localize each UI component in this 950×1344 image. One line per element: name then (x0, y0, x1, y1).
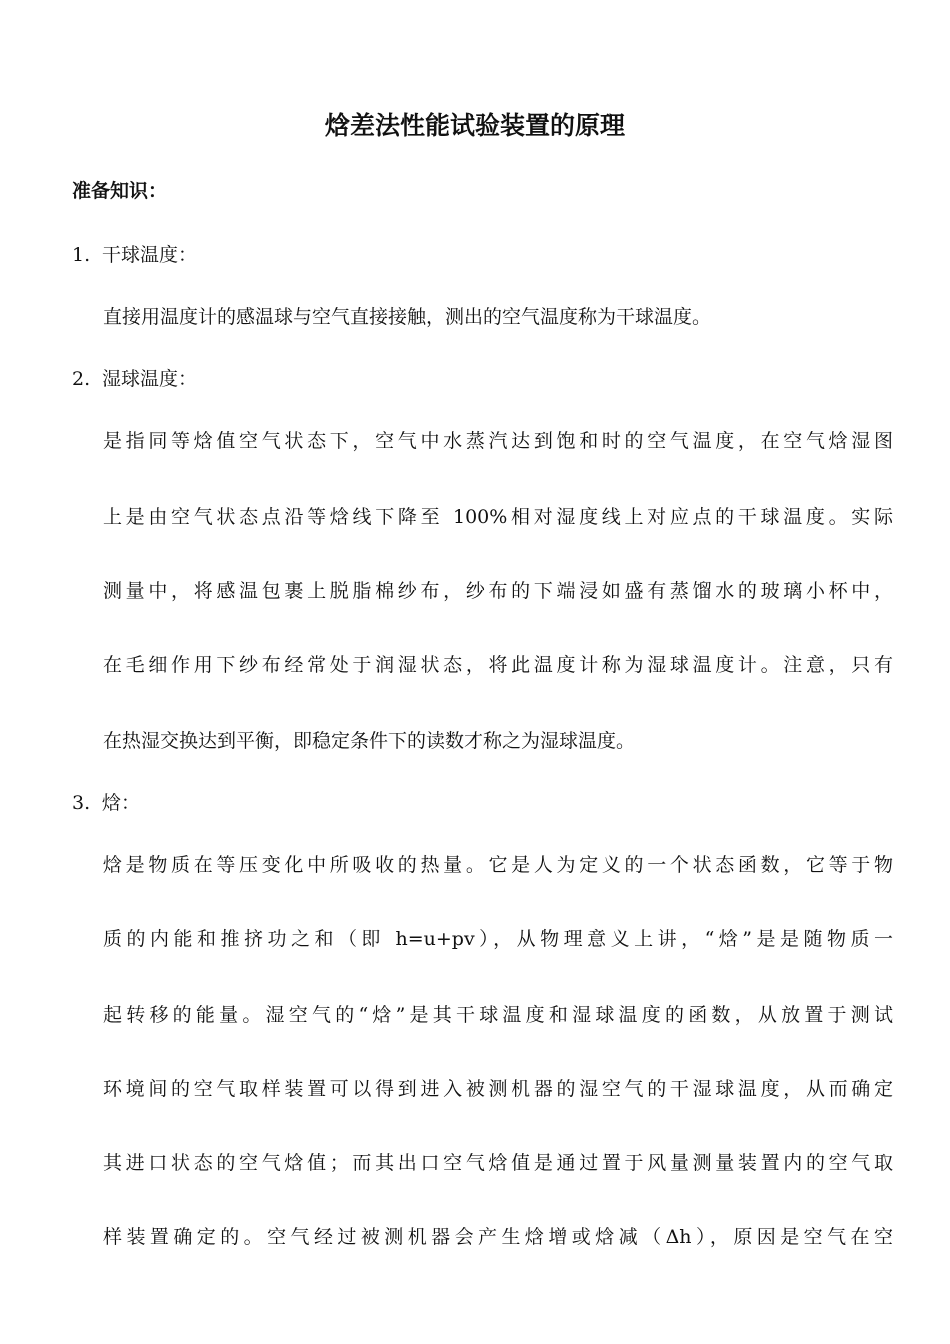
section-heading-text: 干球温度： (102, 244, 198, 266)
paragraph-line: 焓是物质在等压变化中所吸收的热量。它是人为定义的一个状态函数，它等于物 (103, 854, 893, 876)
paragraph-line: 在热湿交换达到平衡，即稳定条件下的读数才称之为湿球温度。 (103, 730, 636, 752)
prep-knowledge-heading: 准备知识： (72, 180, 168, 202)
paragraph-line: 其进口状态的空气焓值；而其出口空气焓值是通过置于风量测量装置内的空气取 (103, 1152, 893, 1174)
paragraph-line: 环境间的空气取样装置可以得到进入被测机器的湿空气的干湿球温度，从而确定 (103, 1078, 893, 1100)
paragraph-line: 起转移的能量。湿空气的“焓”是其干球温度和湿球温度的函数，从放置于测试 (103, 1004, 893, 1026)
section-2-heading (72, 364, 197, 394)
section-3-heading (72, 788, 140, 818)
section-number: 1. (72, 244, 91, 266)
section-heading-text: 焓： (102, 792, 141, 814)
section-heading-text: 湿球温度： (102, 368, 198, 390)
paragraph-line: 是指同等焓值空气状态下，空气中水蒸汽达到饱和时的空气温度，在空气焓湿图 (103, 430, 893, 452)
section-1-heading (72, 240, 197, 270)
paragraph-line: 测量中，将感温包裹上脱脂棉纱布，纱布的下端浸如盛有蒸馏水的玻璃小杯中， (103, 580, 893, 602)
paragraph-line: 质的内能和推挤功之和（即 h=u+pv），从物理意义上讲，“焓”是是随物质一 (103, 928, 893, 950)
section-number: 3. (72, 792, 91, 814)
document-title: 焓差法性能试验装置的原理 (324, 111, 625, 140)
paragraph-line: 样装置确定的。空气经过被测机器会产生焓增或焓减（Δh），原因是空气在空 (103, 1226, 893, 1248)
paragraph-line: 直接用温度计的感温球与空气直接接触，测出的空气温度称为干球温度。 (103, 306, 712, 328)
section-number: 2. (72, 368, 91, 390)
paragraph-line: 上是由空气状态点沿等焓线下降至 100%相对湿度线上对应点的干球温度。实际 (103, 506, 893, 528)
paragraph-line: 在毛细作用下纱布经常处于润湿状态，将此温度计称为湿球温度计。注意，只有 (103, 654, 893, 676)
